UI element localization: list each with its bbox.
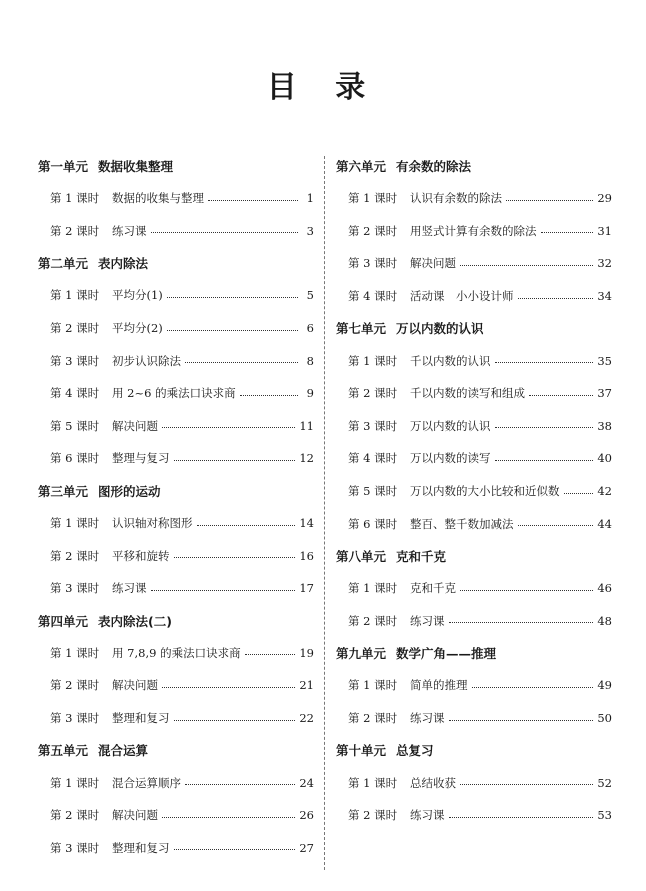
lesson-title: 解决问题 (112, 418, 158, 433)
toc-entry[interactable] (336, 799, 612, 832)
lesson-title: 练习课 (112, 581, 147, 596)
lesson-number: 第 1 课时 (50, 775, 100, 790)
dot-leader (460, 784, 593, 785)
dot-leader (495, 362, 594, 363)
toc-entry[interactable] (336, 410, 612, 443)
unit-name: 图形的运动 (98, 483, 161, 499)
lesson-title: 简单的推理 (410, 678, 468, 693)
dot-leader (472, 687, 594, 688)
page-number: 34 (597, 289, 612, 304)
lesson-title: 活动课 小小设计师 (410, 289, 514, 304)
lesson-title: 练习课 (410, 808, 445, 823)
page-number: 22 (299, 711, 314, 726)
toc-entry[interactable] (38, 637, 314, 670)
dot-leader (449, 720, 594, 721)
dot-leader (174, 849, 296, 850)
toc-entry[interactable] (336, 442, 612, 475)
lesson-number: 第 3 课时 (50, 353, 100, 368)
unit-label: 第七单元 (336, 321, 387, 337)
lesson-number: 第 2 课时 (50, 223, 100, 238)
page-title: 目 录 (266, 70, 380, 105)
dot-leader (162, 687, 295, 688)
unit-name: 混合运算 (98, 743, 149, 759)
page-number: 52 (597, 775, 612, 790)
lesson-number: 第 2 课时 (348, 223, 398, 238)
toc-entry[interactable] (38, 539, 314, 572)
lesson-number: 第 2 课时 (50, 548, 100, 563)
page-number: 21 (299, 678, 314, 693)
unit-name: 万以内数的认识 (396, 321, 484, 337)
lesson-number: 第 4 课时 (50, 386, 100, 401)
page-number: 46 (597, 581, 612, 596)
lesson-title: 初步认识除法 (112, 353, 181, 368)
unit-label: 第八单元 (336, 548, 387, 564)
toc-entry[interactable] (38, 215, 314, 248)
dot-leader (460, 265, 593, 266)
toc-entry[interactable] (336, 605, 612, 638)
toc-entry[interactable] (336, 669, 612, 702)
lesson-title: 整理与复习 (112, 451, 170, 466)
lesson-number: 第 1 课时 (50, 191, 100, 206)
lesson-number: 第 1 课时 (348, 678, 398, 693)
unit-name: 表内除法(二) (98, 613, 172, 629)
lesson-title: 练习课 (410, 711, 445, 726)
toc-entry[interactable] (336, 182, 612, 215)
lesson-number: 第 3 课时 (348, 256, 398, 271)
lesson-title: 认识有余数的除法 (410, 191, 502, 206)
lesson-number: 第 1 课时 (348, 353, 398, 368)
unit-label: 第十单元 (336, 743, 387, 759)
toc-entry[interactable] (336, 280, 612, 313)
lesson-title: 用竖式计算有余数的除法 (410, 223, 537, 238)
dot-leader (174, 557, 296, 558)
unit-heading (336, 150, 612, 182)
lesson-title: 数据的收集与整理 (112, 191, 204, 206)
dot-leader (449, 622, 594, 623)
unit-label: 第二单元 (38, 256, 89, 272)
lesson-title: 混合运算顺序 (112, 775, 181, 790)
lesson-number: 第 3 课时 (348, 418, 398, 433)
unit-heading (336, 312, 612, 344)
unit-label: 第三单元 (38, 483, 89, 499)
lesson-number: 第 6 课时 (348, 516, 398, 531)
lesson-title: 万以内数的大小比较和近似数 (410, 484, 560, 499)
dot-leader (506, 200, 593, 201)
page-number: 42 (597, 484, 612, 499)
lesson-title: 认识轴对称图形 (112, 516, 193, 531)
unit-label: 第五单元 (38, 743, 89, 759)
lesson-title: 用 7,8,9 的乘法口诀求商 (112, 645, 241, 660)
lesson-number: 第 2 课时 (348, 711, 398, 726)
lesson-number: 第 1 课时 (348, 775, 398, 790)
lesson-title: 平移和旋转 (112, 548, 170, 563)
page-number: 8 (306, 353, 314, 368)
page-number: 38 (597, 418, 612, 433)
lesson-title: 练习课 (410, 613, 445, 628)
lesson-number: 第 6 课时 (50, 451, 100, 466)
toc-entry[interactable] (336, 344, 612, 377)
unit-name: 克和千克 (396, 548, 447, 564)
toc-entry[interactable] (336, 507, 612, 540)
dot-leader (197, 525, 296, 526)
page-number: 37 (597, 386, 612, 401)
page-number: 9 (306, 386, 314, 401)
unit-label: 第九单元 (336, 646, 387, 662)
lesson-number: 第 5 课时 (348, 484, 398, 499)
page-number: 40 (597, 451, 612, 466)
dot-leader (529, 395, 593, 396)
lesson-number: 第 2 课时 (348, 613, 398, 628)
dot-leader (174, 720, 296, 721)
dot-leader (564, 493, 594, 494)
unit-heading (336, 637, 612, 669)
page-number: 49 (597, 678, 612, 693)
lesson-number: 第 5 课时 (50, 418, 100, 433)
page-number: 3 (306, 223, 314, 238)
unit-heading (38, 734, 314, 766)
toc-entry[interactable] (336, 377, 612, 410)
lesson-title: 总结收获 (410, 775, 456, 790)
toc-entry[interactable] (38, 669, 314, 702)
unit-heading (38, 247, 314, 279)
lesson-title: 整理和复习 (112, 840, 170, 855)
lesson-title: 万以内数的读写 (410, 451, 491, 466)
lesson-title: 用 2~6 的乘法口诀求商 (112, 386, 236, 401)
lesson-title: 练习课 (112, 223, 147, 238)
toc-entry[interactable] (336, 766, 612, 799)
toc-entry[interactable] (336, 475, 612, 508)
dot-leader (495, 427, 594, 428)
toc-entry[interactable] (336, 215, 612, 248)
lesson-title: 平均分(1) (112, 288, 163, 303)
unit-heading (38, 475, 314, 507)
lesson-number: 第 2 课时 (348, 386, 398, 401)
lesson-number: 第 2 课时 (50, 808, 100, 823)
toc-entry[interactable] (38, 442, 314, 475)
dot-leader (174, 460, 296, 461)
page-number: 24 (299, 775, 314, 790)
toc-entry[interactable] (38, 344, 314, 377)
dot-leader (541, 232, 594, 233)
toc-entry[interactable] (38, 572, 314, 605)
dot-leader (518, 298, 594, 299)
dot-leader (162, 427, 295, 428)
lesson-number: 第 1 课时 (348, 581, 398, 596)
dot-leader (449, 817, 594, 818)
lesson-number: 第 4 课时 (348, 289, 398, 304)
page-number: 12 (299, 451, 314, 466)
page-number: 48 (597, 613, 612, 628)
lesson-title: 万以内数的认识 (410, 418, 491, 433)
lesson-title: 千以内数的读写和组成 (410, 386, 525, 401)
dot-leader (185, 362, 298, 363)
lesson-title: 整理和复习 (112, 711, 170, 726)
page-number: 17 (299, 581, 314, 596)
toc-entry[interactable] (38, 766, 314, 799)
lesson-title: 千以内数的认识 (410, 353, 491, 368)
toc-entry[interactable] (38, 182, 314, 215)
toc-column-left (38, 150, 314, 864)
page-number: 6 (306, 321, 314, 336)
lesson-number: 第 1 课时 (348, 191, 398, 206)
toc-entry[interactable] (38, 832, 314, 865)
page-number: 26 (299, 808, 314, 823)
unit-name: 表内除法 (98, 256, 149, 272)
dot-leader (240, 395, 298, 396)
dot-leader (151, 590, 296, 591)
lesson-title: 平均分(2) (112, 321, 163, 336)
toc-entry[interactable] (336, 702, 612, 735)
page-number: 53 (597, 808, 612, 823)
page-number: 31 (597, 223, 612, 238)
page-number: 35 (597, 353, 612, 368)
dot-leader (162, 817, 295, 818)
lesson-title: 解决问题 (410, 256, 456, 271)
toc-entry[interactable] (336, 247, 612, 280)
lesson-number: 第 4 课时 (348, 451, 398, 466)
lesson-number: 第 3 课时 (50, 581, 100, 596)
lesson-number: 第 1 课时 (50, 516, 100, 531)
unit-heading (336, 734, 612, 766)
lesson-number: 第 1 课时 (50, 288, 100, 303)
unit-label: 第一单元 (38, 159, 89, 174)
dot-leader (518, 525, 594, 526)
toc-entry[interactable] (38, 799, 314, 832)
lesson-number: 第 3 课时 (50, 840, 100, 855)
unit-label: 第六单元 (336, 159, 387, 174)
page-number: 11 (299, 418, 314, 433)
page-number: 19 (299, 645, 314, 660)
toc-entry[interactable] (38, 377, 314, 410)
dot-leader (185, 784, 295, 785)
dot-leader (167, 297, 298, 298)
toc-entry[interactable] (38, 702, 314, 735)
lesson-number: 第 2 课时 (50, 678, 100, 693)
lesson-number: 第 3 课时 (50, 711, 100, 726)
lesson-number: 第 2 课时 (50, 321, 100, 336)
page-number: 50 (597, 711, 612, 726)
page-number: 16 (299, 548, 314, 563)
toc-entry[interactable] (336, 572, 612, 605)
dot-leader (460, 590, 593, 591)
unit-name: 数学广角——推理 (396, 646, 497, 662)
unit-heading (336, 540, 612, 572)
toc-column-right (336, 150, 612, 832)
unit-name: 总复习 (396, 743, 434, 759)
page-number: 5 (306, 288, 314, 303)
dot-leader (208, 200, 298, 201)
unit-heading (38, 150, 314, 182)
lesson-title: 解决问题 (112, 678, 158, 693)
lesson-title: 解决问题 (112, 808, 158, 823)
dot-leader (495, 460, 594, 461)
page-number: 29 (597, 191, 612, 206)
page-number: 14 (299, 516, 314, 531)
toc-entry[interactable] (38, 279, 314, 312)
page-number: 1 (306, 191, 314, 206)
page-number: 44 (597, 516, 612, 531)
lesson-title: 克和千克 (410, 581, 456, 596)
toc-entry[interactable] (38, 507, 314, 540)
toc-entry[interactable] (38, 312, 314, 345)
lesson-number: 第 1 课时 (50, 645, 100, 660)
lesson-number: 第 2 课时 (348, 808, 398, 823)
toc-entry[interactable] (38, 410, 314, 443)
unit-heading (38, 605, 314, 637)
column-divider (324, 156, 325, 870)
dot-leader (167, 330, 298, 331)
page-number: 27 (299, 840, 314, 855)
lesson-title: 整百、整千数加减法 (410, 516, 514, 531)
page-number: 32 (597, 256, 612, 271)
dot-leader (245, 654, 296, 655)
unit-label: 第四单元 (38, 613, 89, 629)
dot-leader (151, 232, 299, 233)
unit-name: 数据收集整理 (98, 159, 174, 174)
unit-name: 有余数的除法 (396, 159, 472, 174)
